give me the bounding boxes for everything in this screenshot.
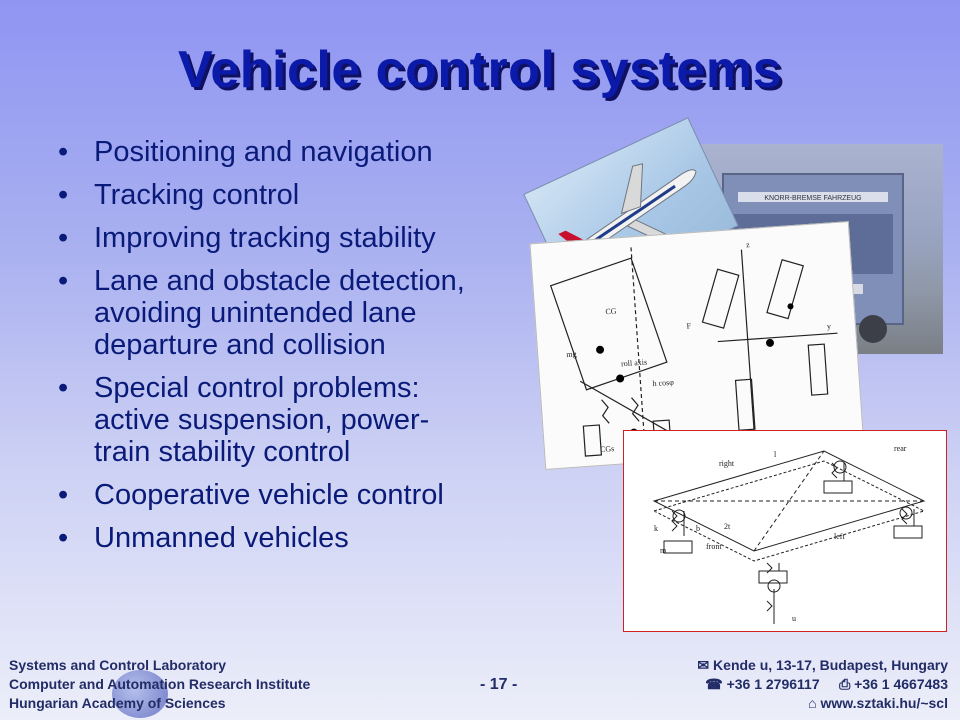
slide-title: Vehicle control systems xyxy=(178,41,782,99)
diagram2-label-u: u xyxy=(792,614,796,623)
bullet-item xyxy=(58,222,618,254)
bullet-item xyxy=(58,179,618,211)
footer-fax: +36 1 4667483 xyxy=(854,676,948,692)
footer-institute-name: Computer and Automation Research Institute xyxy=(9,676,311,692)
bullet-line: departure and collision xyxy=(94,329,386,361)
bullet-line: train stability control xyxy=(94,436,351,468)
bullet-line: Positioning and navigation xyxy=(94,136,433,168)
diagram2-label-m: m xyxy=(660,546,667,555)
footer-address: Kende u, 13-17, Budapest, Hungary xyxy=(713,657,948,673)
footer-web-link[interactable]: www.sztaki.hu/~scl xyxy=(820,695,948,711)
phone-icon: ☎ xyxy=(705,676,723,692)
bullet-line: Tracking control xyxy=(94,179,300,211)
diagram2-label-k: k xyxy=(654,524,658,533)
diagram1-label-f: F xyxy=(686,321,692,331)
footer-address-row xyxy=(697,656,948,675)
diagram1-label-cg: CG xyxy=(605,306,617,317)
diagram2-label-l: l xyxy=(774,450,777,459)
bullet-dot: • xyxy=(58,179,69,211)
bullet-item xyxy=(58,372,618,468)
diagram1-label-y: y xyxy=(826,321,832,331)
bullet-dot: • xyxy=(58,265,69,297)
diagram1-label-mg: mg xyxy=(566,349,577,360)
bullet-dot: • xyxy=(58,372,69,404)
diagram1-label-h: h cosφ xyxy=(652,377,675,389)
diagram2-label-front: front xyxy=(706,542,722,551)
footer-phone: +36 1 2796117 xyxy=(726,676,820,692)
footer-academy-name: Hungarian Academy of Sciences xyxy=(9,695,226,711)
home-icon: ⌂ xyxy=(808,695,817,711)
truck-top-text: KNORR-BREMSE FAHRZEUG xyxy=(764,195,862,202)
footer xyxy=(0,648,960,720)
bullet-line: Unmanned vehicles xyxy=(94,522,349,554)
bullet-line: active suspension, power- xyxy=(94,404,430,436)
diagram2-label-b: b xyxy=(696,524,700,533)
bullet-line: avoiding unintended lane xyxy=(94,297,417,329)
footer-contact xyxy=(697,656,948,713)
bullet-item xyxy=(58,479,618,511)
bullet-line: Improving tracking stability xyxy=(94,222,436,254)
diagram2-label-2t: 2t xyxy=(724,522,731,531)
bullet-dot: • xyxy=(58,222,69,254)
footer-web-row xyxy=(697,694,948,713)
bullet-item xyxy=(58,136,618,168)
bullet-line: Cooperative vehicle control xyxy=(94,479,444,511)
bullet-dot: • xyxy=(58,479,69,511)
suspension-model-diagram xyxy=(623,430,947,632)
bullet-dot: • xyxy=(58,136,69,168)
bullet-list xyxy=(58,136,618,565)
bullet-line: Lane and obstacle detection, xyxy=(94,265,465,297)
bullet-item xyxy=(58,265,618,361)
bullet-item xyxy=(58,522,618,554)
footer-institution xyxy=(9,656,310,713)
bullet-dot: • xyxy=(58,522,69,554)
diagram2-label-right: right xyxy=(719,459,735,468)
footer-lab-name: Systems and Control Laboratory xyxy=(9,657,227,673)
diagram2-label-left: left xyxy=(834,532,845,541)
envelope-icon: ✉ xyxy=(697,657,710,673)
page-number: - 17 - xyxy=(480,676,518,693)
diagram2-label-rear: rear xyxy=(894,444,907,453)
footer-phone-row xyxy=(697,675,948,694)
fax-icon: ⎙ xyxy=(839,676,851,692)
diagram1-label-roll: roll axis xyxy=(620,357,648,369)
diagram1-label-cgs: CGs xyxy=(599,444,615,455)
bullet-line: Special control problems: xyxy=(94,372,420,404)
diagram1-label-z: z xyxy=(745,240,750,250)
